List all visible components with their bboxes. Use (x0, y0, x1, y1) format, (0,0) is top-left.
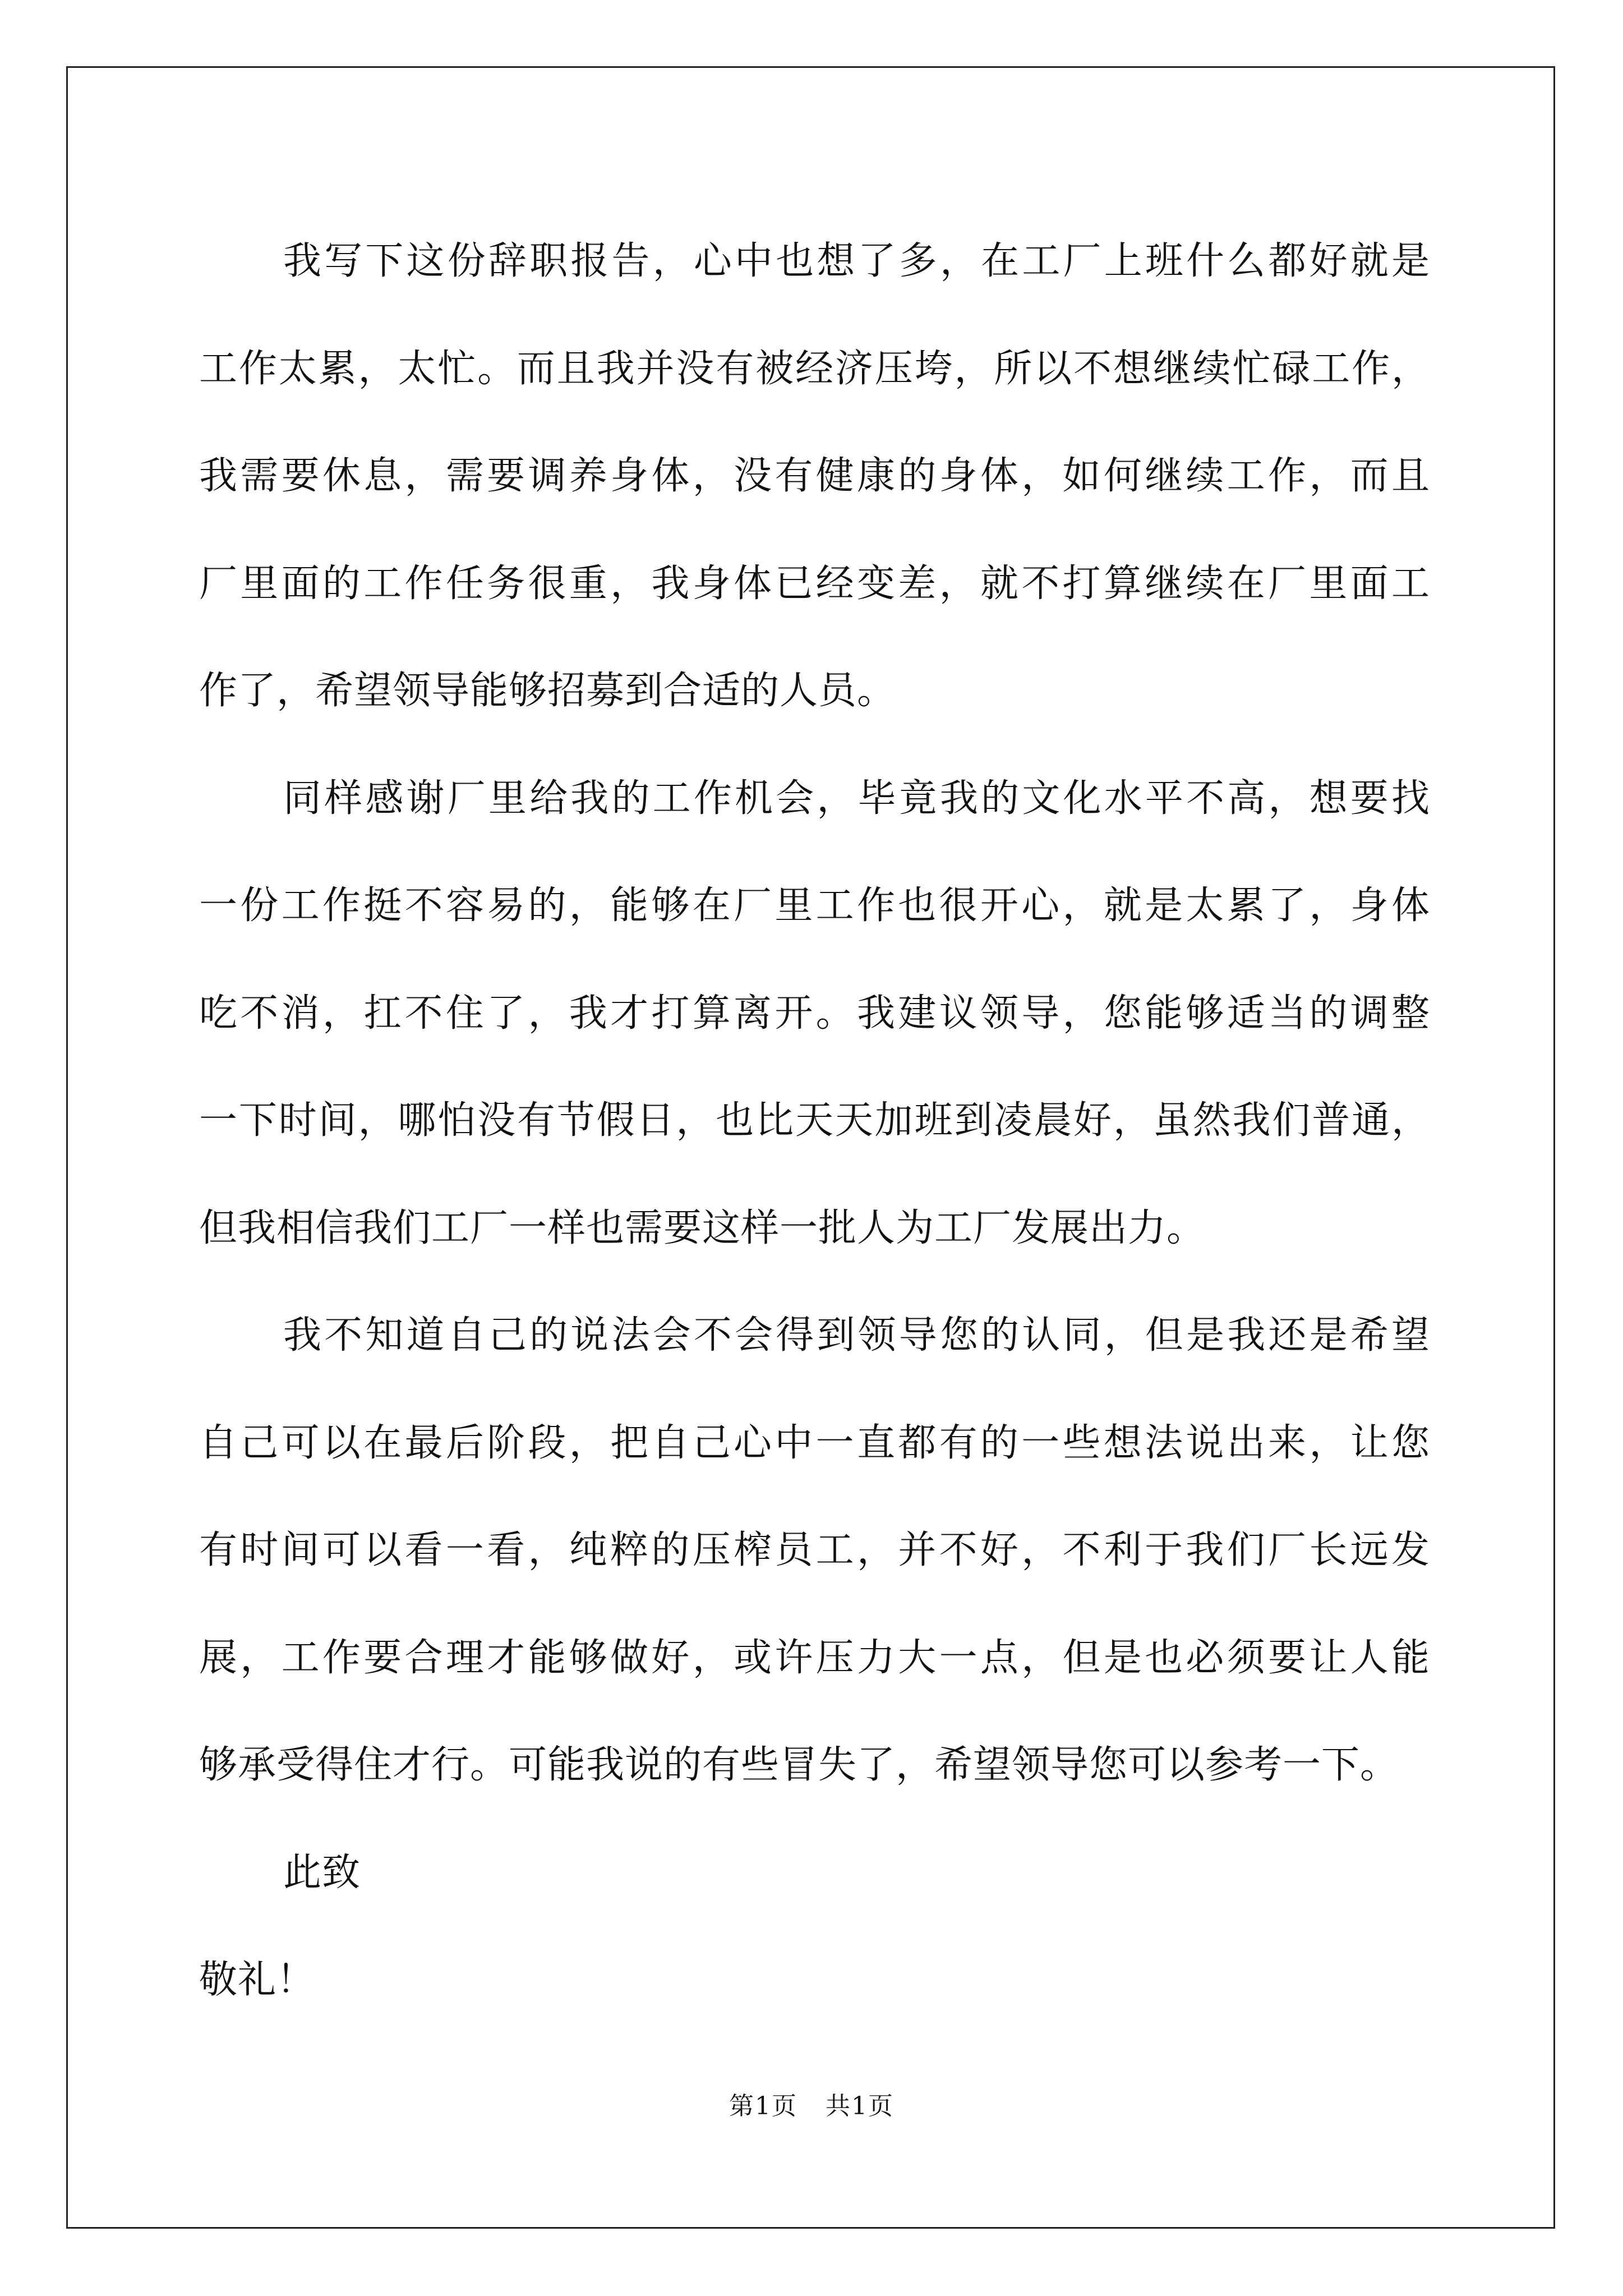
text-line: 厂里面的工作任务很重，我身体已经变差，就不打算继续在厂里面工 (199, 561, 1430, 606)
page-footer (0, 2086, 1623, 2122)
page-number: 第1页 (729, 2092, 797, 2120)
text-line: 一下时间，哪怕没有节假日，也比天天加班到凌晨好，虽然我们普通， (199, 1098, 1430, 1143)
text-line: 我写下这份辞职报告，心中也想了多，在工厂上班什么都好就是 (283, 239, 1430, 283)
text-line: 够承受得住才行。可能我说的有些冒失了，希望领导您可以参考一下。 (199, 1743, 1399, 1787)
text-line: 但我相信我们工厂一样也需要这样一批人为工厂发展出力。 (199, 1205, 1206, 1250)
text-line: 一份工作挺不容易的，能够在厂里工作也很开心，就是太累了，身体 (199, 884, 1430, 928)
text-line: 工作太累，太忙。而且我并没有被经济压垮，所以不想继续忙碌工作， (199, 346, 1430, 391)
text-line: 展，工作要合理才能够做好，或许压力大一点，但是也必须要让人能 (199, 1635, 1430, 1680)
text-line: 我需要休息，需要调养身体，没有健康的身体，如何继续工作，而且 (199, 454, 1430, 498)
total-pages: 共1页 (826, 2092, 894, 2120)
salutation: 敬礼！ (199, 1958, 316, 2002)
text-line: 有时间可以看一看，纯粹的压榨员工，并不好，不利于我们厂长远发 (199, 1528, 1430, 1572)
text-line: 自己可以在最后阶段，把自己心中一直都有的一些想法说出来，让您 (199, 1420, 1430, 1465)
text-line: 我不知道自己的说法会不会得到领导您的认同，但是我还是希望 (283, 1313, 1430, 1358)
document-body (199, 208, 1430, 2034)
text-line: 作了，希望领导能够招募到合适的人员。 (199, 669, 896, 713)
paragraph-2 (199, 745, 1430, 1282)
paragraph-3 (199, 1282, 1430, 1819)
closing: 此致 (283, 1850, 361, 1895)
paragraph-1 (199, 208, 1430, 745)
text-line: 同样感谢厂里给我的工作机会，毕竟我的文化水平不高，想要找 (283, 776, 1430, 821)
text-line: 吃不消，扛不住了，我才打算离开。我建议领导，您能够适当的调整 (199, 991, 1430, 1036)
